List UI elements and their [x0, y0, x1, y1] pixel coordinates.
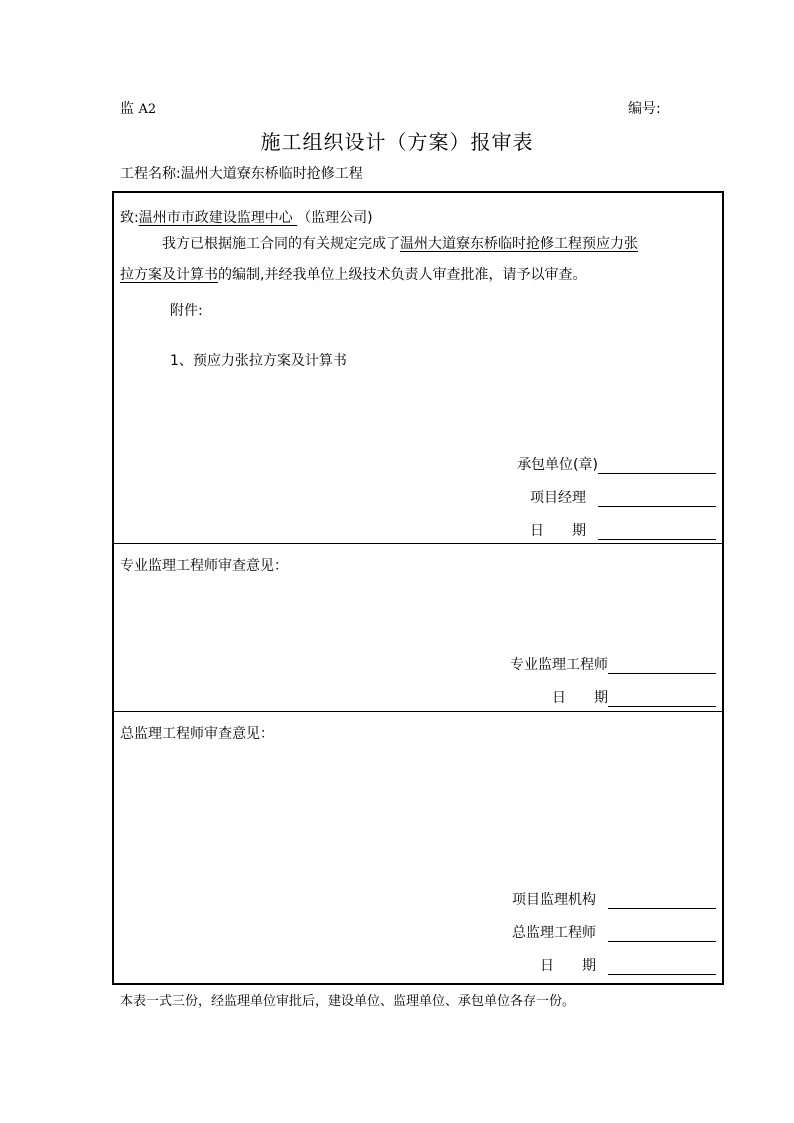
- section1-date-label: 日 期: [530, 523, 586, 539]
- addressee-line: [120, 207, 373, 227]
- section1-date-row: [530, 520, 716, 540]
- form-code-prefix: 监: [120, 101, 134, 117]
- supervision-org-row: [512, 889, 716, 909]
- section1-date-blank: [598, 523, 716, 540]
- project-name-line: [120, 163, 363, 183]
- section2-date-label: 日 期: [552, 690, 608, 706]
- contractor-signature-label: 承包单位(章): [517, 457, 598, 473]
- specialist-engineer-label: 专业监理工程师: [510, 657, 608, 673]
- footer-note: 本表一式三份，经监理单位审批后，建设单位、监理单位、承包单位各存一份。: [120, 994, 576, 1009]
- supervision-org-blank: [608, 892, 716, 909]
- form-code-suffix: A2: [138, 102, 157, 117]
- page-title: 施工组织设计（方案）报审表: [260, 130, 534, 154]
- section-divider-1: [114, 543, 722, 544]
- project-manager-blank: [598, 490, 716, 507]
- specialist-engineer-blank: [608, 657, 716, 674]
- submission-text-suffix: 的编制,并经我单位上级技术负责人审查批准，请予以审查。: [218, 267, 587, 283]
- addressee-suffix: （监理公司): [297, 210, 373, 226]
- submission-subject-part-2: 拉方案及计算书: [120, 267, 218, 283]
- section2-date-blank: [608, 690, 716, 707]
- form-frame: [112, 191, 724, 985]
- section3-date-row: [540, 955, 716, 975]
- section2-date-row: [552, 687, 716, 707]
- specialist-review-heading: 专业监理工程师审查意见：: [120, 558, 288, 574]
- supervision-org-label: 项目监理机构: [512, 892, 596, 908]
- contractor-signature-blank: [598, 457, 716, 474]
- section-divider-2: [114, 711, 722, 712]
- chief-engineer-blank: [608, 925, 716, 942]
- addressee-label: 致:: [120, 210, 139, 226]
- attachment-label: 附件:: [170, 303, 203, 319]
- section3-date-label: 日 期: [540, 958, 596, 974]
- chief-engineer-label: 总监理工程师: [512, 925, 596, 941]
- chief-engineer-row: [512, 922, 716, 942]
- specialist-engineer-row: [510, 654, 716, 674]
- chief-review-heading: 总监理工程师审查意见：: [120, 726, 274, 742]
- section3-date-blank: [608, 958, 716, 975]
- submission-text-line-1: [162, 233, 638, 253]
- submission-subject-part-1: 温州大道寮东桥临时抢修工程预应力张: [400, 236, 638, 252]
- project-name-label: 工程名称:: [120, 166, 181, 182]
- attachment-item: 1、预应力张拉方案及计算书: [170, 353, 347, 369]
- submission-text-prefix: 我方已根据施工合同的有关规定完成了: [162, 236, 400, 252]
- project-name-value: 温州大道寮东桥临时抢修工程: [180, 166, 363, 182]
- document-number-label: 编号:: [628, 101, 661, 117]
- submission-text-line-2: [120, 264, 586, 284]
- form-code: [120, 98, 156, 118]
- contractor-signature-row: [517, 454, 716, 474]
- project-manager-row: [530, 487, 716, 507]
- project-manager-label: 项目经理: [530, 490, 586, 506]
- addressee-name: 温州市市政建设监理中心: [138, 210, 298, 226]
